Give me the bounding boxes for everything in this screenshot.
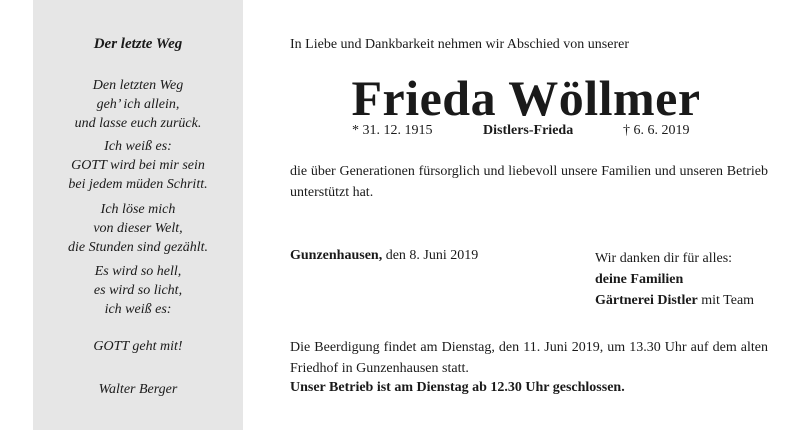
poem-line: bei jedem müden Schritt. [68,177,208,192]
poem-title: Der letzte Weg [93,36,183,52]
poem-stanza-2 [33,137,243,194]
poem-line: GOTT wird bei mir sein [71,158,205,173]
poem-line: die Stunden sind gezählt. [68,240,208,255]
thanks-line: Wir danken dir für alles: [595,251,733,266]
poem-stanza-4 [33,262,243,319]
tribute-text: die über Generationen fürsorglich und liebevoll unsere Familien und unseren Betrieb unterstützt hat. [290,164,768,200]
poem-line: GOTT geht mit! [93,339,183,354]
place-date [290,248,478,264]
poem-line: von dieser Welt, [93,221,183,236]
poem-author [33,380,243,399]
poem-line: und lasse euch zurück. [74,116,202,131]
funeral-text: Die Beerdigung findet am Dienstag, den 11. Juni 2019, um 13.30 Uhr auf dem alten Friedhof in Gunzenhausen statt. [290,340,768,376]
poem-stanza-3 [33,200,243,257]
poem-line: Den letzten Weg [92,78,184,93]
deceased-name: Frieda Wöllmer [351,70,701,126]
nickname: Distlers-Frieda [483,123,574,138]
poem-line: ich weiß es: [104,302,172,317]
poem-sidebar [33,0,243,430]
poem-line: Ich löse mich [100,202,176,217]
notice-date: den 8. Juni 2019 [382,248,479,263]
poem-line: es wird so licht, [93,283,183,298]
place-name: Gunzenhausen, [290,248,383,263]
obituary-main [290,0,770,430]
poem-line: Es wird so hell, [94,264,182,279]
poem-author-name: Walter Berger [98,382,178,397]
poem-line: Ich weiß es: [104,139,172,154]
closure-text: Unser Betrieb ist am Dienstag ab 12.30 Uhr geschlossen. [290,380,625,395]
death-date: † 6. 6. 2019 [623,123,690,138]
birth-date: * 31. 12. 1915 [352,123,433,138]
poem-line: geh’ ich allein, [96,97,180,112]
poem-stanza-5 [33,337,243,356]
thanks-company: Gärtnerei Distler mit Team [595,293,755,308]
intro-text: In Liebe und Dankbarkeit nehmen wir Abschied von unserer [290,37,630,52]
poem-stanza-1 [33,76,243,133]
thanks-block [595,248,754,311]
thanks-family: deine Familien [595,272,684,287]
